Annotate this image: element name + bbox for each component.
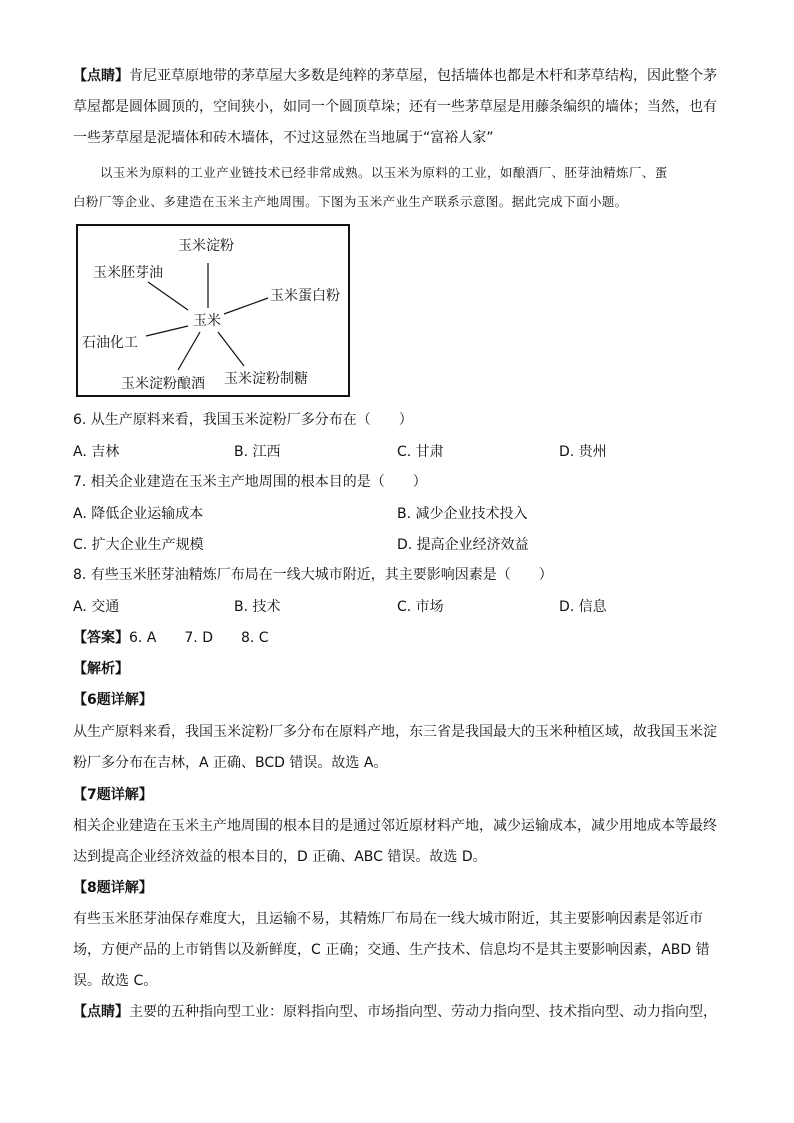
bottom-note-text: 主要的五种指向型工业：原料指向型、市场指向型、劳动力指向型、技术指向型、动力指向型， [129,1004,717,1020]
detail-6-line-1: 从生产原料来看，我国玉米淀粉厂多分布在原料产地，东三省是我国最大的玉米种植区域，故我国玉米淀 [73,724,717,740]
q7-option-c: C. 扩大企业生产规模 [73,537,204,553]
analysis-label: 【解析】 [73,661,129,677]
detail-7-line-1: 相关企业建造在玉米主产地周围的根本目的是通过邻近原材料产地，减少运输成本，减少用地成本等最终 [73,818,717,834]
node-sugar: 玉米淀粉制糖 [224,371,308,387]
q6-option-b: B. 江西 [234,444,281,460]
q6-option-c: C. 甘肃 [397,444,444,460]
question-6-stem: 6. 从生产原料来看，我国玉米淀粉厂多分布在（ ） [73,412,413,428]
link-sugar [218,332,244,366]
question-7-stem: 7. 相关企业建造在玉米主产地周围的根本目的是（ ） [73,474,427,490]
q8-option-a: A. 交通 [73,599,120,615]
detail-8-label: 【8题详解】 [73,880,153,896]
answer-line [73,628,269,648]
node-starch: 玉米淀粉 [178,238,234,254]
link-germ-oil [148,282,188,310]
intro-line-2: 白粉厂等企业、多建造在玉米主产地周围。下图为玉米产业生产联系示意图。据此完成下面小题。 [73,194,628,209]
top-note-line-2: 草屋都是圆体圆顶的，空间狭小，如同一个圆顶草垛；还有一些茅草屋是用藤条编织的墙体；当然，也有 [73,99,717,115]
bottom-note [73,1002,717,1022]
node-center-corn: 玉米 [193,313,221,329]
bottom-note-label: 【点睛】 [73,1004,129,1020]
answer-label: 【答案】 [73,630,129,646]
q8-option-b: B. 技术 [234,599,281,615]
q6-option-a: A. 吉林 [73,444,120,460]
q7-option-d: D. 提高企业经济效益 [397,537,529,553]
q7-option-b: B. 减少企业技术投入 [397,506,528,522]
detail-8-line-3: 误。故选 C。 [73,973,158,989]
q8-option-c: C. 市场 [397,599,444,615]
q7-option-a: A. 降低企业运输成本 [73,506,204,522]
node-petro: 石油化工 [82,335,138,351]
note-text: 肯尼亚草原地带的茅草屋大多数是纯粹的茅草屋，包括墙体也都是木杆和茅草结构，因此整个茅 [129,68,717,84]
link-protein [224,298,268,314]
answer-text: 6. A 7. D 8. C [129,630,269,646]
link-brewing [178,332,200,370]
top-note-line-1 [73,66,717,86]
note-label: 【点睛】 [73,68,129,84]
node-protein: 玉米蛋白粉 [270,288,340,304]
question-8-stem: 8. 有些玉米胚芽油精炼厂布局在一线大城市附近，其主要影响因素是（ ） [73,567,553,583]
q8-option-d: D. 信息 [559,599,607,615]
detail-7-line-2: 达到提高企业经济效益的根本目的，D 正确、ABC 错误。故选 D。 [73,849,487,865]
top-note-line-3: 一些茅草屋是泥墙体和砖木墙体，不过这显然在当地属于“富裕人家” [73,130,494,146]
detail-6-line-2: 粉厂多分布在吉林，A 正确、BCD 错误。故选 A。 [73,755,388,771]
link-petro [146,326,188,336]
detail-7-label: 【7题详解】 [73,787,153,803]
q6-option-d: D. 贵州 [559,444,607,460]
node-brewing: 玉米淀粉酿酒 [121,376,205,392]
detail-6-label: 【6题详解】 [73,692,153,708]
detail-8-line-2: 场，方便产品的上市销售以及新鲜度，C 正确；交通、生产技术、信息均不是其主要影响因素，ABD 错 [73,942,710,958]
corn-industry-diagram [76,224,350,397]
node-germ-oil: 玉米胚芽油 [93,265,163,281]
intro-line-1: 以玉米为原料的工业产业链技术已经非常成熟。以玉米为原料的工业，如酿酒厂、胚芽油精炼厂、蛋 [100,165,668,180]
detail-8-line-1: 有些玉米胚芽油保存难度大，且运输不易，其精炼厂布局在一线大城市附近，其主要影响因素是邻近市 [73,911,703,927]
